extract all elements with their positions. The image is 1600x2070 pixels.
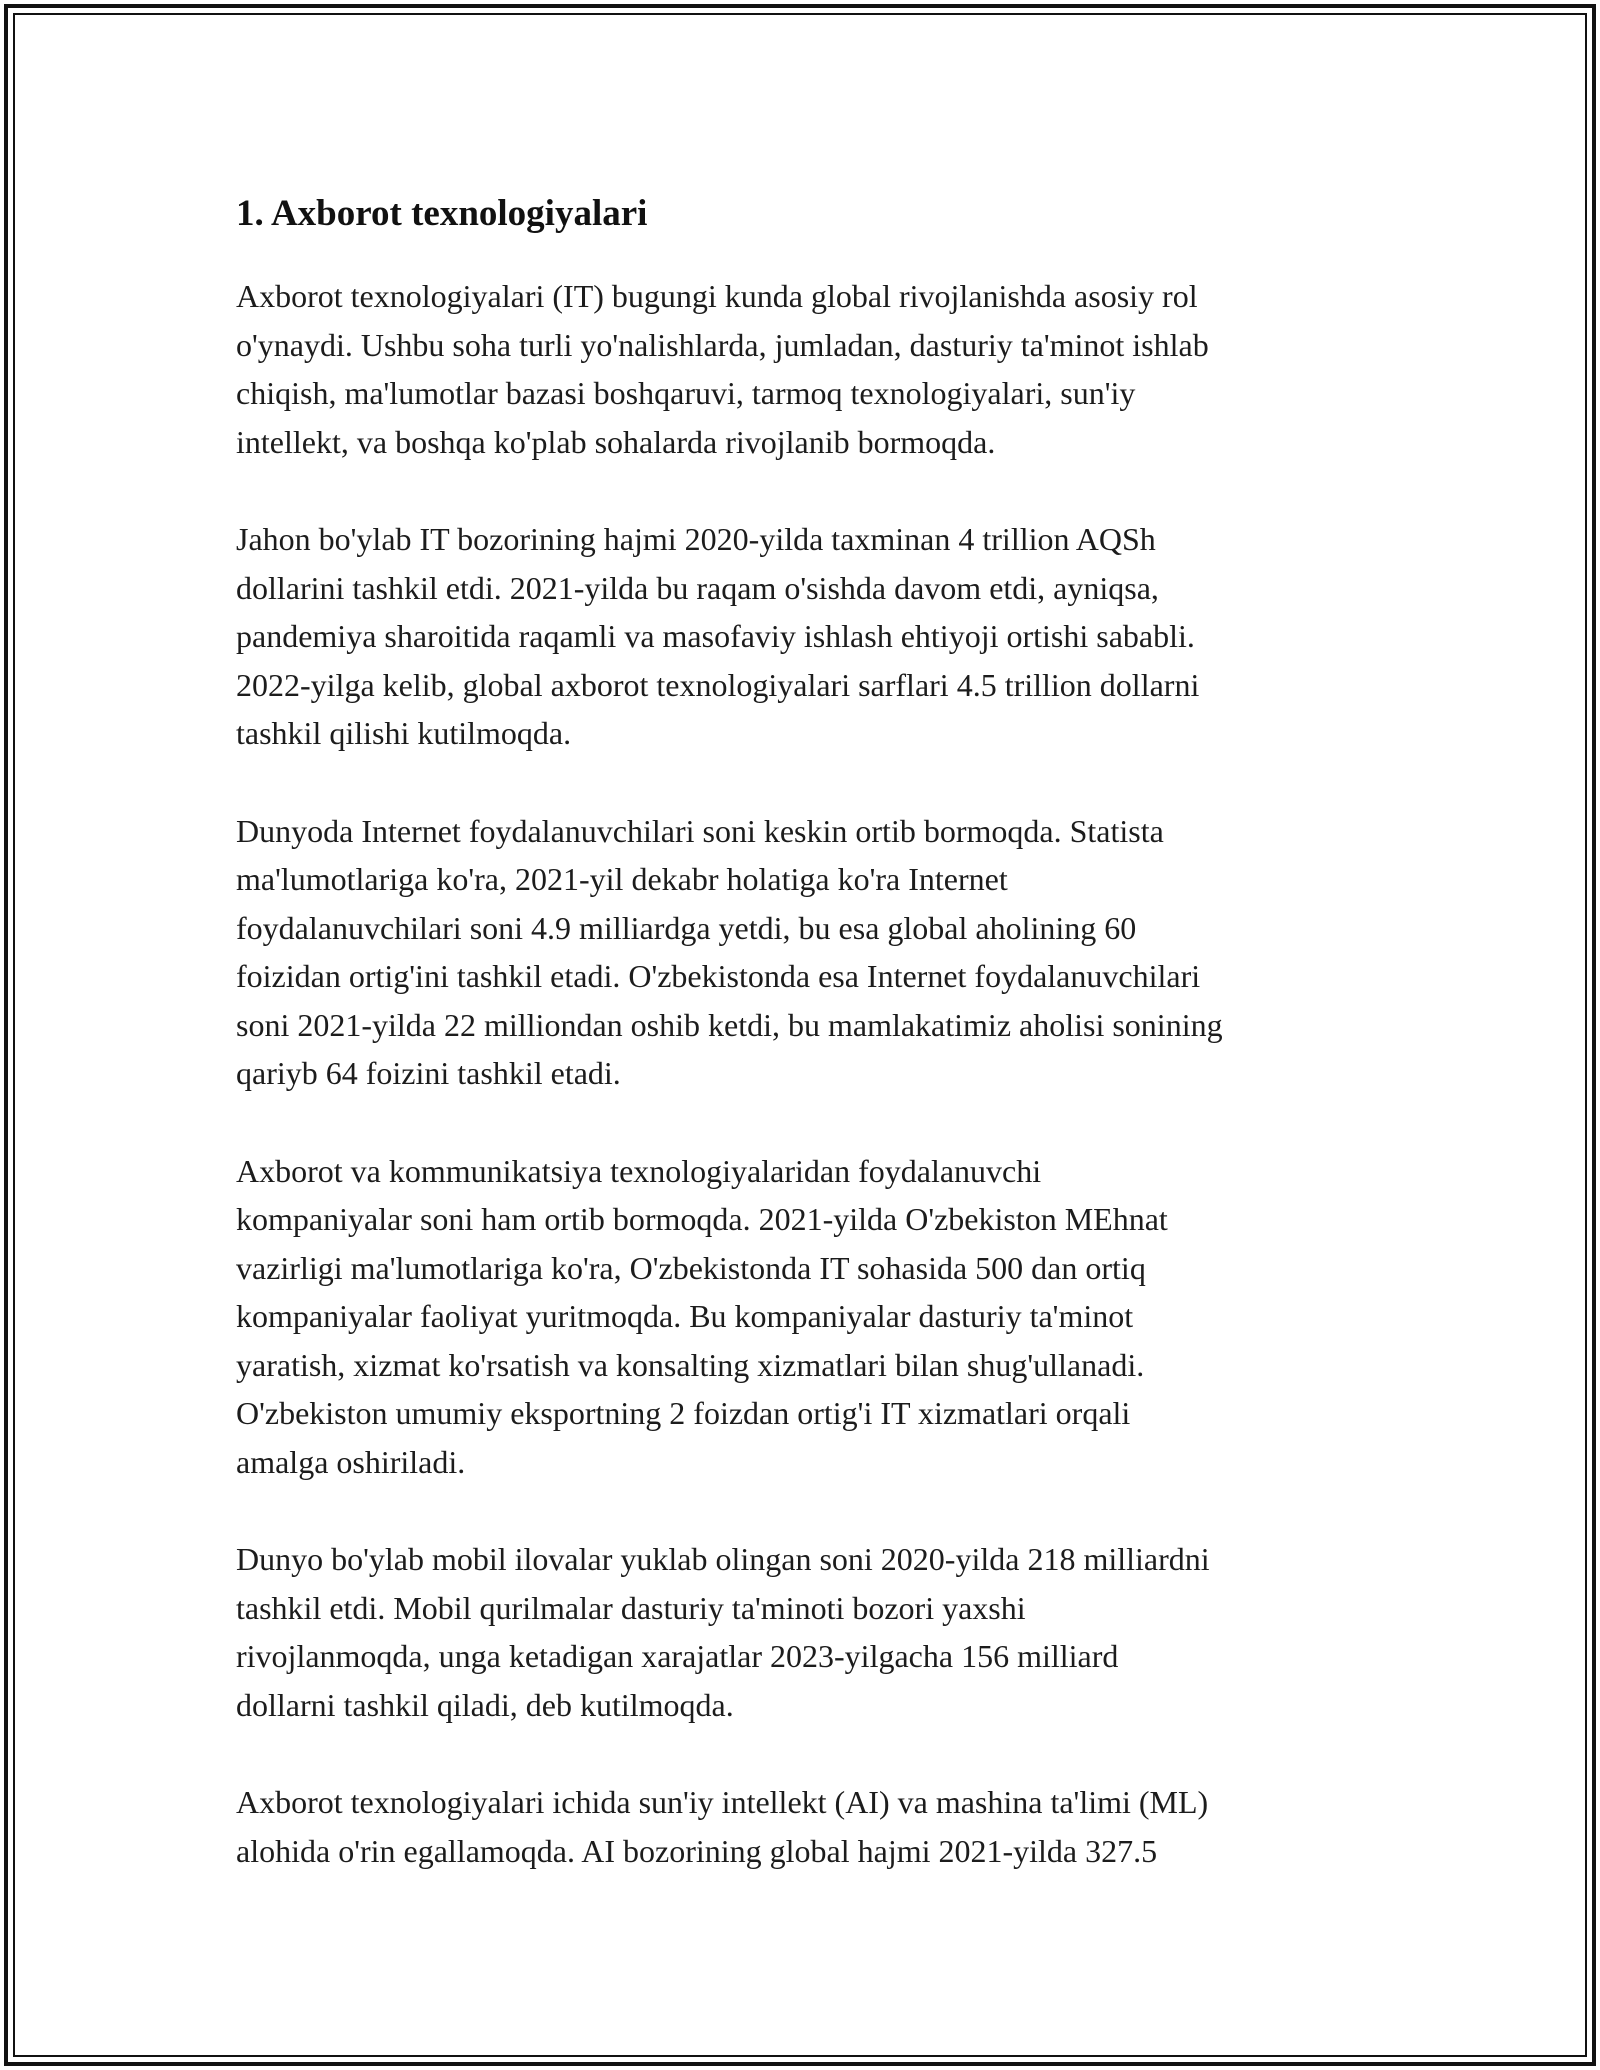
text-line: o'ynaydi. Ushbu soha turli yo'nalishlarda, jumladan, dasturiy ta'minot ishlab bbox=[236, 326, 1209, 363]
paragraph-ict-companies bbox=[236, 1147, 1386, 1487]
paragraph-internet-users bbox=[236, 807, 1386, 1098]
text-line: Axborot va kommunikatsiya texnologiyalaridan foydalanuvchi bbox=[236, 1152, 1042, 1189]
text-line: 2022-yilga kelib, global axborot texnologiyalari sarflari 4.5 trillion dollarni bbox=[236, 666, 1200, 703]
text-line: Axborot texnologiyalari ichida sun'iy intellekt (AI) va mashina ta'limi (ML) bbox=[236, 1784, 1209, 1820]
text-line: kompaniyalar soni ham ortib bormoqda. 2021-yilda O'zbekiston MEhnat bbox=[236, 1201, 1168, 1237]
text-line: intellekt, va boshqa ko'plab sohalarda rivojlanib bormoqda. bbox=[236, 423, 996, 460]
section-heading: 1. Axborot texnologiyalari bbox=[236, 193, 648, 234]
text-line: Dunyo bo'ylab mobil ilovalar yuklab olingan soni 2020-yilda 218 milliardni bbox=[236, 1541, 1210, 1577]
text-line: O'zbekiston umumiy eksportning 2 foizdan ortig'i IT xizmatlari orqali bbox=[236, 1395, 1131, 1431]
text-line: Axborot texnologiyalari (IT) bugungi kunda global rivojlanishda asosiy rol bbox=[236, 278, 1198, 314]
text-line: chiqish, ma'lumotlar bazasi boshqaruvi, tarmoq texnologiyalari, sun'iy bbox=[236, 375, 1136, 411]
text-line: amalga oshiriladi. bbox=[236, 1443, 466, 1480]
text-line: kompaniyalar faoliyat yuritmoqda. Bu kompaniyalar dasturiy ta'minot bbox=[236, 1298, 1134, 1334]
paragraph-ai-ml bbox=[236, 1778, 1386, 1875]
text-line: tashkil etdi. Mobil qurilmalar dasturiy ta'minoti bozori yaxshi bbox=[236, 1589, 1026, 1626]
text-line: Dunyoda Internet foydalanuvchilari soni keskin ortib bormoqda. Statista bbox=[236, 812, 1164, 849]
document-body bbox=[236, 186, 1386, 1924]
text-line: foizidan ortig'ini tashkil etadi. O'zbekistonda esa Internet foydalanuvchilari bbox=[236, 958, 1201, 994]
text-line: qariyb 64 foizini tashkil etadi. bbox=[236, 1055, 621, 1091]
text-line: foydalanuvchilari soni 4.9 milliardga yetdi, bu esa global aholining 60 bbox=[236, 909, 1137, 946]
text-line: soni 2021-yilda 22 milliondan oshib ketdi, bu mamlakatimiz aholisi sonining bbox=[236, 1006, 1223, 1043]
text-line: dollarini tashkil etdi. 2021-yilda bu raqam o'sishda davom etdi, ayniqsa, bbox=[236, 569, 1159, 606]
text-line: alohida o'rin egallamoqda. AI bozorining global hajmi 2021-yilda 327.5 bbox=[236, 1832, 1158, 1869]
text-line: ma'lumotlariga ko'ra, 2021-yil dekabr holatiga ko'ra Internet bbox=[236, 861, 1008, 897]
paragraph-mobile-apps bbox=[236, 1535, 1386, 1729]
text-line: tashkil qilishi kutilmoqda. bbox=[236, 715, 572, 751]
text-line: rivojlanmoqda, unga ketadigan xarajatlar 2023-yilgacha 156 milliard bbox=[236, 1638, 1119, 1674]
paragraph-it-market bbox=[236, 515, 1386, 758]
text-line: vazirligi ma'lumotlariga ko'ra, O'zbekistonda IT sohasida 500 dan ortiq bbox=[236, 1249, 1146, 1286]
text-line: pandemiya sharoitida raqamli va masofaviy ishlash ehtiyoji ortishi sababli. bbox=[236, 618, 1195, 654]
text-line: dollarni tashkil qiladi, deb kutilmoqda. bbox=[236, 1686, 734, 1723]
text-line: Jahon bo'ylab IT bozorining hajmi 2020-yilda taxminan 4 trillion AQSh bbox=[236, 521, 1156, 557]
text-line: yaratish, xizmat ko'rsatish va konsalting xizmatlari bilan shug'ullanadi. bbox=[236, 1346, 1145, 1383]
paragraph-it-overview bbox=[236, 272, 1386, 466]
